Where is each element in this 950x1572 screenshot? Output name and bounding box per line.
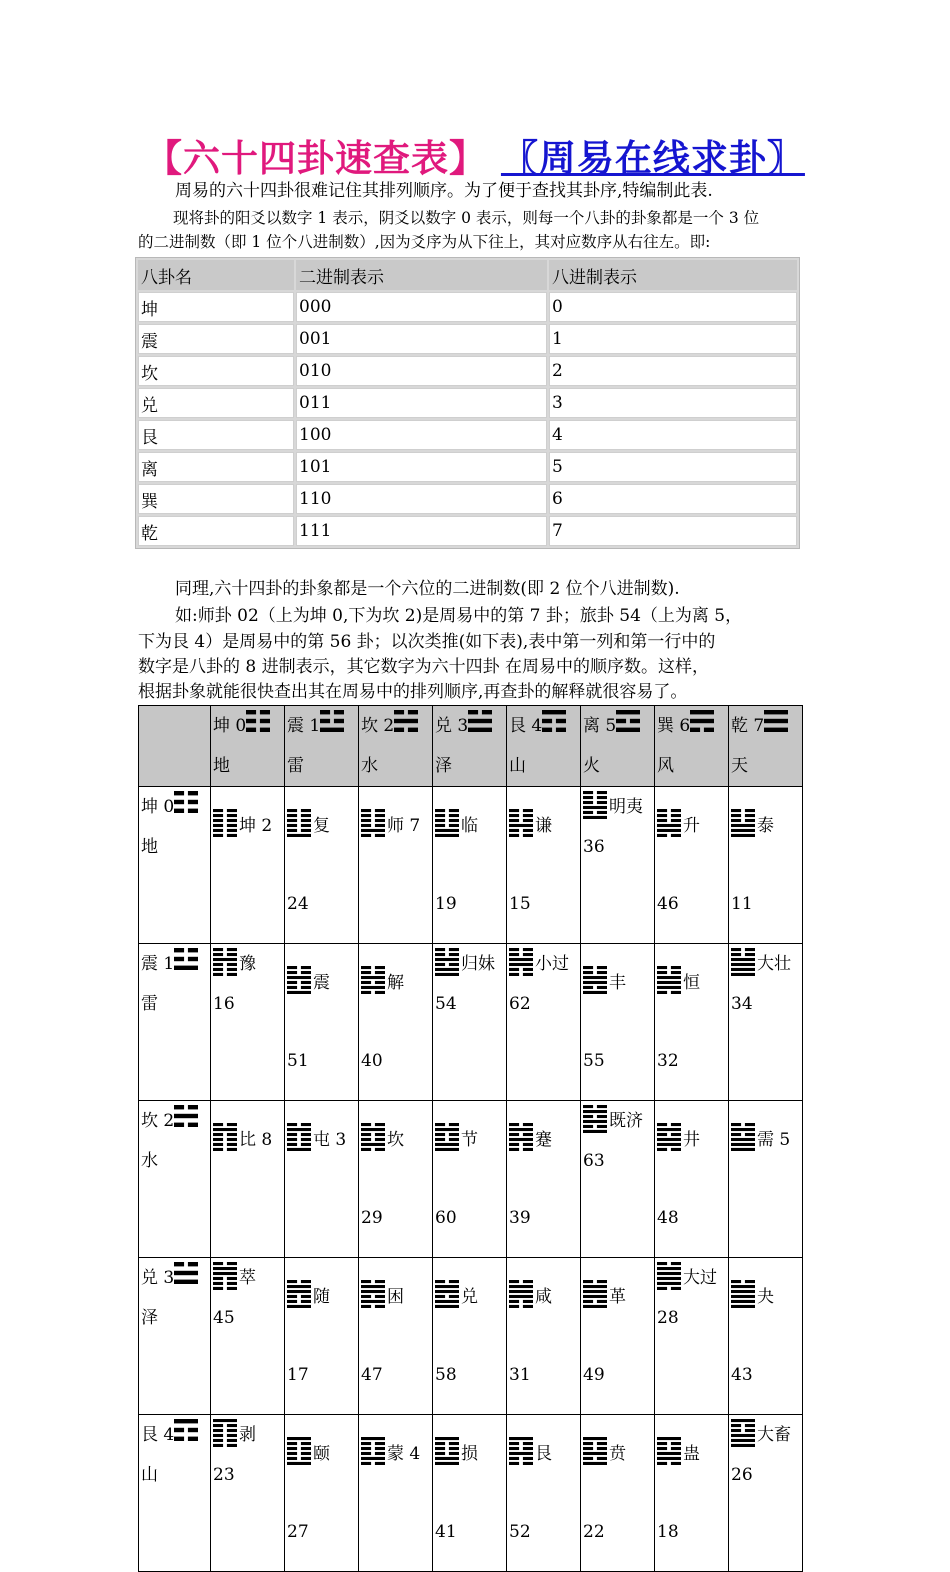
column-header: [433, 706, 507, 787]
row-label: 兑 3: [141, 1268, 175, 1288]
hexagram-cell: [433, 1415, 507, 1572]
table-cell: 110: [296, 484, 547, 514]
table-cell: 2: [549, 356, 797, 386]
hexagram-name: 恒 32: [657, 973, 700, 1071]
hexagram-cell: [507, 944, 581, 1101]
hexagram-name: 升 46: [657, 816, 700, 914]
hexagram-cell: [655, 1415, 729, 1572]
hexagram-name: 剥: [239, 1425, 256, 1445]
hexagram-icon: [361, 1280, 385, 1308]
row-label: 艮 4: [141, 1425, 175, 1445]
hexagram-name: 蹇 39: [509, 1130, 552, 1228]
hexagram-name: 大畜: [757, 1425, 791, 1445]
hexagram-cell: [655, 1101, 729, 1258]
column-nature: 火: [583, 756, 600, 776]
hexagram-icon: [657, 1262, 681, 1290]
table-cell: 000: [296, 292, 547, 322]
table-cell: 坎: [138, 356, 294, 386]
hexagram-name: 比 8: [239, 1130, 273, 1150]
hexagram-name: 临 19: [435, 816, 478, 914]
hexagram-icon: [361, 966, 385, 994]
hexagram-order: 34: [731, 994, 753, 1014]
hexagram-cell: [433, 787, 507, 944]
table-cell: 010: [296, 356, 547, 386]
table-cell: 震: [138, 324, 294, 354]
table-row: [139, 1101, 803, 1258]
column-nature: 雷: [287, 756, 304, 776]
hexagram-icon: [213, 809, 237, 837]
column-label: 离 5: [583, 716, 617, 736]
hexagram-cell: [359, 944, 433, 1101]
column-nature: 水: [361, 756, 378, 776]
column-nature: 地: [213, 756, 230, 776]
hexagram-icon: [583, 1280, 607, 1308]
trigram-icon: [174, 1105, 198, 1127]
title-main: 【六十四卦速查表】: [145, 136, 488, 180]
hexagram-name: 屯 3: [313, 1130, 347, 1150]
hexagram-icon: [583, 966, 607, 994]
hexagram-cell: [211, 1415, 285, 1572]
hexagram-name: 蒙 4: [387, 1444, 421, 1464]
table-cell: 离: [138, 452, 294, 482]
header-cell: 八进制表示: [549, 260, 797, 290]
hexagram-icon: [361, 1437, 385, 1465]
hexagram-icon: [213, 948, 237, 976]
hexagram-cell: [655, 1258, 729, 1415]
table-cell: 001: [296, 324, 547, 354]
hexagram-name: 小过: [535, 954, 569, 974]
column-nature: 泽: [435, 756, 452, 776]
hexagram-cell: [729, 944, 803, 1101]
mid-line-2: 如:师卦 02（上为坤 0,下为坎 2)是周易中的第 7 卦；旅卦 54（上为离 5，: [175, 606, 743, 626]
table-cell: 1: [549, 324, 797, 354]
hexagram-cell: [581, 1101, 655, 1258]
column-header: [655, 706, 729, 787]
trigram-icon: [542, 710, 566, 732]
hexagram-cell: [581, 1415, 655, 1572]
table-row: [138, 356, 797, 386]
table-header-row: [139, 706, 803, 787]
table-cell: 011: [296, 388, 547, 418]
intro-line-3: 的二进制数（即 1 位个八进制数）,因为爻序为从下往上，其对应数序从右往左。即:: [138, 233, 711, 251]
table-cell: 3: [549, 388, 797, 418]
hexagram-name: 损 41: [435, 1444, 478, 1542]
mid-line-1: 同理,六十四卦的卦象都是一个六位的二进制数(即 2 位个八进制数).: [175, 579, 680, 599]
trigram-icon: [468, 710, 492, 732]
column-header: [359, 706, 433, 787]
hexagram-order: 28: [657, 1308, 679, 1328]
hexagram-cell: [507, 1258, 581, 1415]
hexagram-name: 丰 55: [583, 973, 626, 1071]
trigram-icon: [174, 1419, 198, 1441]
hexagram-icon: [287, 1280, 311, 1308]
hexagram-name: 萃: [239, 1268, 256, 1288]
hexagram-name: 师 7: [387, 816, 421, 836]
hexagram-name: 坤 2: [239, 816, 273, 836]
hexagram-cell: [729, 1101, 803, 1258]
hexagram-icon: [509, 809, 533, 837]
hexagram-cell: [211, 1101, 285, 1258]
hexagram-name: 井 48: [657, 1130, 700, 1228]
hexagram-table: [138, 705, 803, 1572]
column-label: 兑 3: [435, 716, 469, 736]
hexagram-cell: [729, 787, 803, 944]
hexagram-order: 16: [213, 994, 235, 1014]
hexagram-cell: [655, 944, 729, 1101]
table-cell: 兑: [138, 388, 294, 418]
table-cell: 7: [549, 516, 797, 546]
hexagram-icon: [583, 791, 607, 819]
hexagram-icon: [435, 1280, 459, 1308]
hexagram-cell: [507, 787, 581, 944]
trigram-icon: [174, 948, 198, 970]
table-row: [139, 1415, 803, 1572]
table-row: [139, 1258, 803, 1415]
trigram-table: [135, 257, 800, 549]
hexagram-cell: [359, 1101, 433, 1258]
table-row: [138, 324, 797, 354]
hexagram-name: 既济: [609, 1111, 643, 1131]
hexagram-cell: [285, 1101, 359, 1258]
hexagram-icon: [731, 809, 755, 837]
hexagram-cell: [211, 944, 285, 1101]
trigram-icon: [690, 710, 714, 732]
mid-line-5: 根据卦象就能很快查出其在周易中的排列顺序,再查卦的解释就很容易了。: [138, 682, 688, 702]
hexagram-icon: [657, 966, 681, 994]
hexagram-icon: [213, 1123, 237, 1151]
intro-line-1: 周易的六十四卦很难记住其排列顺序。为了便于查找其卦序,特编制此表.: [175, 181, 713, 201]
row-label: 坤 0: [141, 797, 175, 817]
hexagram-name: 明夷: [609, 797, 643, 817]
trigram-icon: [174, 791, 198, 813]
hexagram-icon: [657, 1123, 681, 1151]
hexagram-cell: [285, 1258, 359, 1415]
table-cell: 坤: [138, 292, 294, 322]
hexagram-name: 豫: [239, 954, 256, 974]
hexagram-icon: [583, 1105, 607, 1133]
table-cell: 100: [296, 420, 547, 450]
page-title: [0, 128, 950, 182]
hexagram-name: 贲 22: [583, 1444, 626, 1542]
row-nature: 水: [141, 1151, 158, 1171]
hexagram-cell: [729, 1258, 803, 1415]
row-header: [139, 1101, 211, 1258]
hexagram-name: 归妹: [461, 954, 495, 974]
hexagram-cell: [729, 1415, 803, 1572]
row-nature: 地: [141, 837, 158, 857]
hexagram-cell: [359, 787, 433, 944]
hexagram-cell: [211, 787, 285, 944]
column-label: 坎 2: [361, 716, 395, 736]
trigram-icon: [320, 710, 344, 732]
hexagram-icon: [287, 1123, 311, 1151]
table-header-row: [138, 260, 797, 290]
column-label: 巽 6: [657, 716, 691, 736]
trigram-icon: [246, 710, 270, 732]
hexagram-cell: [359, 1258, 433, 1415]
hexagram-name: 蛊 18: [657, 1444, 700, 1542]
table-cell: 4: [549, 420, 797, 450]
hexagram-icon: [435, 1437, 459, 1465]
hexagram-icon: [213, 1419, 237, 1447]
trigram-icon: [764, 710, 788, 732]
hexagram-icon: [583, 1437, 607, 1465]
table-cell: 乾: [138, 516, 294, 546]
column-header: [729, 706, 803, 787]
hexagram-name: 艮 52: [509, 1444, 552, 1542]
table-row: [138, 452, 797, 482]
table-cell: 0: [549, 292, 797, 322]
corner-cell: [139, 706, 211, 787]
row-nature: 山: [141, 1465, 158, 1485]
column-header: [507, 706, 581, 787]
table-cell: 5: [549, 452, 797, 482]
hexagram-name: 大过: [683, 1268, 717, 1288]
hexagram-icon: [435, 809, 459, 837]
intro-line-2: 现将卦的阳爻以数字 1 表示，阴爻以数字 0 表示，则每一个八卦的卦象都是一个 3 位: [173, 209, 760, 227]
hexagram-icon: [509, 948, 533, 976]
row-label: 震 1: [141, 954, 175, 974]
hexagram-name: 需 5: [757, 1130, 791, 1150]
hexagram-name: 夬 43: [731, 1287, 774, 1385]
table-cell: 巽: [138, 484, 294, 514]
column-label: 艮 4: [509, 716, 543, 736]
row-header: [139, 787, 211, 944]
hexagram-name: 咸 31: [509, 1287, 552, 1385]
hexagram-name: 随 17: [287, 1287, 330, 1385]
hexagram-order: 54: [435, 994, 457, 1014]
hexagram-icon: [657, 1437, 681, 1465]
row-header: [139, 1415, 211, 1572]
column-label: 乾 7: [731, 716, 765, 736]
table-cell: 艮: [138, 420, 294, 450]
hexagram-icon: [435, 948, 459, 976]
hexagram-order: 26: [731, 1465, 753, 1485]
hexagram-icon: [435, 1123, 459, 1151]
hexagram-cell: [285, 787, 359, 944]
hexagram-name: 革 49: [583, 1287, 626, 1385]
row-label: 坎 2: [141, 1111, 175, 1131]
hexagram-name: 复 24: [287, 816, 330, 914]
hexagram-name: 震 51: [287, 973, 330, 1071]
hexagram-icon: [731, 948, 755, 976]
hexagram-icon: [287, 809, 311, 837]
hexagram-order: 23: [213, 1465, 235, 1485]
hexagram-name: 节 60: [435, 1130, 478, 1228]
hexagram-icon: [361, 809, 385, 837]
table-cell: 101: [296, 452, 547, 482]
hexagram-order: 36: [583, 837, 605, 857]
column-header: [211, 706, 285, 787]
hexagram-icon: [509, 1437, 533, 1465]
table-cell: 111: [296, 516, 547, 546]
row-nature: 泽: [141, 1308, 158, 1328]
hexagram-name: 解 40: [361, 973, 404, 1071]
hexagram-icon: [731, 1123, 755, 1151]
table-cell: 6: [549, 484, 797, 514]
hexagram-name: 坎 29: [361, 1130, 404, 1228]
hexagram-cell: [507, 1101, 581, 1258]
mid-line-3: 下为艮 4）是周易中的第 56 卦；以次类推(如下表),表中第一列和第一行中的: [138, 632, 716, 652]
hexagram-cell: [359, 1415, 433, 1572]
hexagram-icon: [509, 1280, 533, 1308]
hexagram-icon: [731, 1280, 755, 1308]
table-row: [139, 787, 803, 944]
hexagram-cell: [581, 787, 655, 944]
table-row: [138, 484, 797, 514]
hexagram-name: 大壮: [757, 954, 791, 974]
column-header: [581, 706, 655, 787]
hexagram-icon: [509, 1123, 533, 1151]
hexagram-cell: [655, 787, 729, 944]
online-divination-link[interactable]: 〖周易在线求卦〗: [500, 136, 805, 180]
hexagram-icon: [287, 966, 311, 994]
hexagram-name: 兑 58: [435, 1287, 478, 1385]
hexagram-cell: [581, 1258, 655, 1415]
hexagram-icon: [287, 1437, 311, 1465]
hexagram-cell: [581, 944, 655, 1101]
column-header: [285, 706, 359, 787]
hexagram-icon: [213, 1262, 237, 1290]
hexagram-order: 63: [583, 1151, 605, 1171]
table-row: [138, 420, 797, 450]
column-label: 坤 0: [213, 716, 247, 736]
column-nature: 风: [657, 756, 674, 776]
hexagram-cell: [433, 1101, 507, 1258]
hexagram-cell: [285, 944, 359, 1101]
trigram-icon: [174, 1262, 198, 1284]
header-cell: 二进制表示: [296, 260, 547, 290]
hexagram-cell: [433, 1258, 507, 1415]
table-row: [138, 516, 797, 546]
row-nature: 雷: [141, 994, 158, 1014]
hexagram-icon: [361, 1123, 385, 1151]
hexagram-order: 45: [213, 1308, 235, 1328]
hexagram-cell: [285, 1415, 359, 1572]
hexagram-cell: [211, 1258, 285, 1415]
column-label: 震 1: [287, 716, 321, 736]
table-row: [138, 292, 797, 322]
hexagram-name: 谦 15: [509, 816, 552, 914]
row-header: [139, 1258, 211, 1415]
row-header: [139, 944, 211, 1101]
column-nature: 山: [509, 756, 526, 776]
hexagram-icon: [731, 1419, 755, 1447]
table-row: [138, 388, 797, 418]
header-cell: 八卦名: [138, 260, 294, 290]
trigram-icon: [616, 710, 640, 732]
hexagram-icon: [657, 809, 681, 837]
mid-line-4: 数字是八卦的 8 进制表示，其它数字为六十四卦 在周易中的顺序数。这样，: [138, 657, 710, 677]
hexagram-order: 62: [509, 994, 531, 1014]
hexagram-name: 泰 11: [731, 816, 774, 914]
column-nature: 天: [731, 756, 748, 776]
hexagram-cell: [507, 1415, 581, 1572]
trigram-icon: [394, 710, 418, 732]
hexagram-name: 困 47: [361, 1287, 404, 1385]
table-row: [139, 944, 803, 1101]
hexagram-cell: [433, 944, 507, 1101]
hexagram-name: 颐 27: [287, 1444, 330, 1542]
